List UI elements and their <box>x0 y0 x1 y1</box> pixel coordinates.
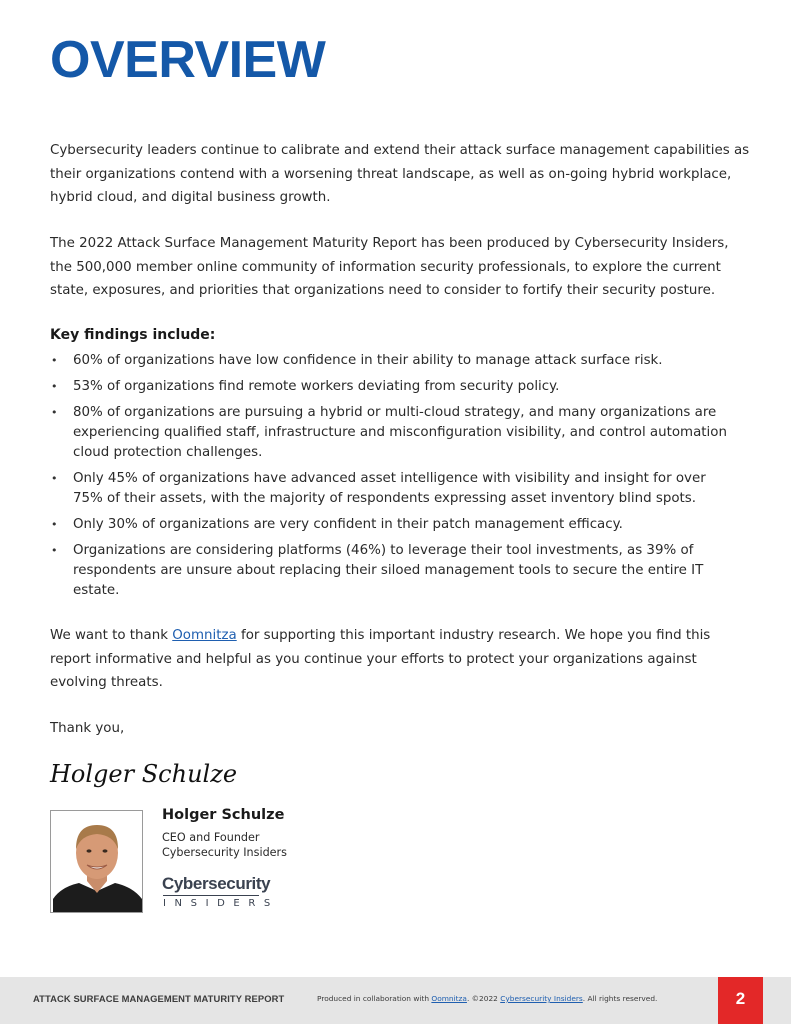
footer-oomnitza-link[interactable]: Oomnitza <box>431 994 467 1003</box>
footer-credit <box>317 994 657 1003</box>
finding-item: • Only 30% of organizations are very confident in their patch management efficacy. <box>50 515 730 535</box>
thanks-text-after: for supporting this important industry research. We hope you find this report informative and helpful as you continue your efforts to protect your organizations against evolving threats. <box>50 628 711 690</box>
logo-divider <box>163 895 259 896</box>
thanks-paragraph <box>50 624 750 695</box>
author-title: CEO and Founder <box>162 831 260 844</box>
key-findings-list <box>50 351 730 607</box>
thanks-text-before: We want to thank <box>50 628 173 643</box>
finding-item: • 53% of organizations find remote workers deviating from security policy. <box>50 377 730 397</box>
oomnitza-link[interactable]: Oomnitza <box>172 628 237 643</box>
footer-report-title: ATTACK SURFACE MANAGEMENT MATURITY REPORT <box>33 993 285 1004</box>
author-org: Cybersecurity Insiders <box>162 846 287 859</box>
report-intro-paragraph: The 2022 Attack Surface Management Maturity Report has been produced by Cybersecurity Insiders, the 500,000 member online community of information security professionals, to explore the current state, exposures, and priorities that organizations need to consider to fortify their security posture. <box>50 236 729 298</box>
page-title: OVERVIEW <box>50 31 326 89</box>
finding-item: • Only 45% of organizations have advanced asset intelligence with visibility and insight for over 75% of their assets, with the majority of respondents expressing asset inventory blind spots. <box>50 469 730 509</box>
author-name: Holger Schulze <box>162 807 285 823</box>
finding-item: • Organizations are considering platforms (46%) to leverage their tool investments, as 39% of respondents are unsure about replacing their siloed management tools to secure the entire IT estate. <box>50 541 730 601</box>
finding-item: • 60% of organizations have low confidence in their ability to manage attack surface risk. <box>50 351 730 371</box>
key-findings-heading: Key findings include: <box>50 327 216 343</box>
handwritten-signature: Holger Schulze <box>50 760 238 788</box>
author-role <box>162 830 287 860</box>
page-number-badge: 2 <box>718 977 763 1024</box>
footer-credit-suffix: . All rights reserved. <box>582 994 658 1003</box>
page-footer <box>0 977 791 1024</box>
cybersecurity-insiders-logo: Cybersecurity <box>162 874 271 893</box>
footer-cybersecurity-insiders-link[interactable]: Cybersecurity Insiders <box>500 994 583 1003</box>
finding-item: • 80% of organizations are pursuing a hybrid or multi-cloud strategy, and many organizations are experiencing qualified staff, infrastructure and misconfiguration visibility, and control automation cloud protection challenges. <box>50 403 730 463</box>
intro-paragraph: Cybersecurity leaders continue to calibrate and extend their attack surface management capabilities as their organizations contend with a worsening threat landscape, as well as on-going hybrid workplace, hybrid cloud, and digital business growth. <box>50 143 750 205</box>
footer-credit-prefix: Produced in collaboration with <box>317 994 432 1003</box>
author-portrait-icon <box>51 811 143 913</box>
logo-subtext: INSIDERS <box>163 898 279 909</box>
footer-credit-mid: . ©2022 <box>466 994 501 1003</box>
closing-text: Thank you, <box>50 721 125 736</box>
author-photo <box>50 810 143 913</box>
